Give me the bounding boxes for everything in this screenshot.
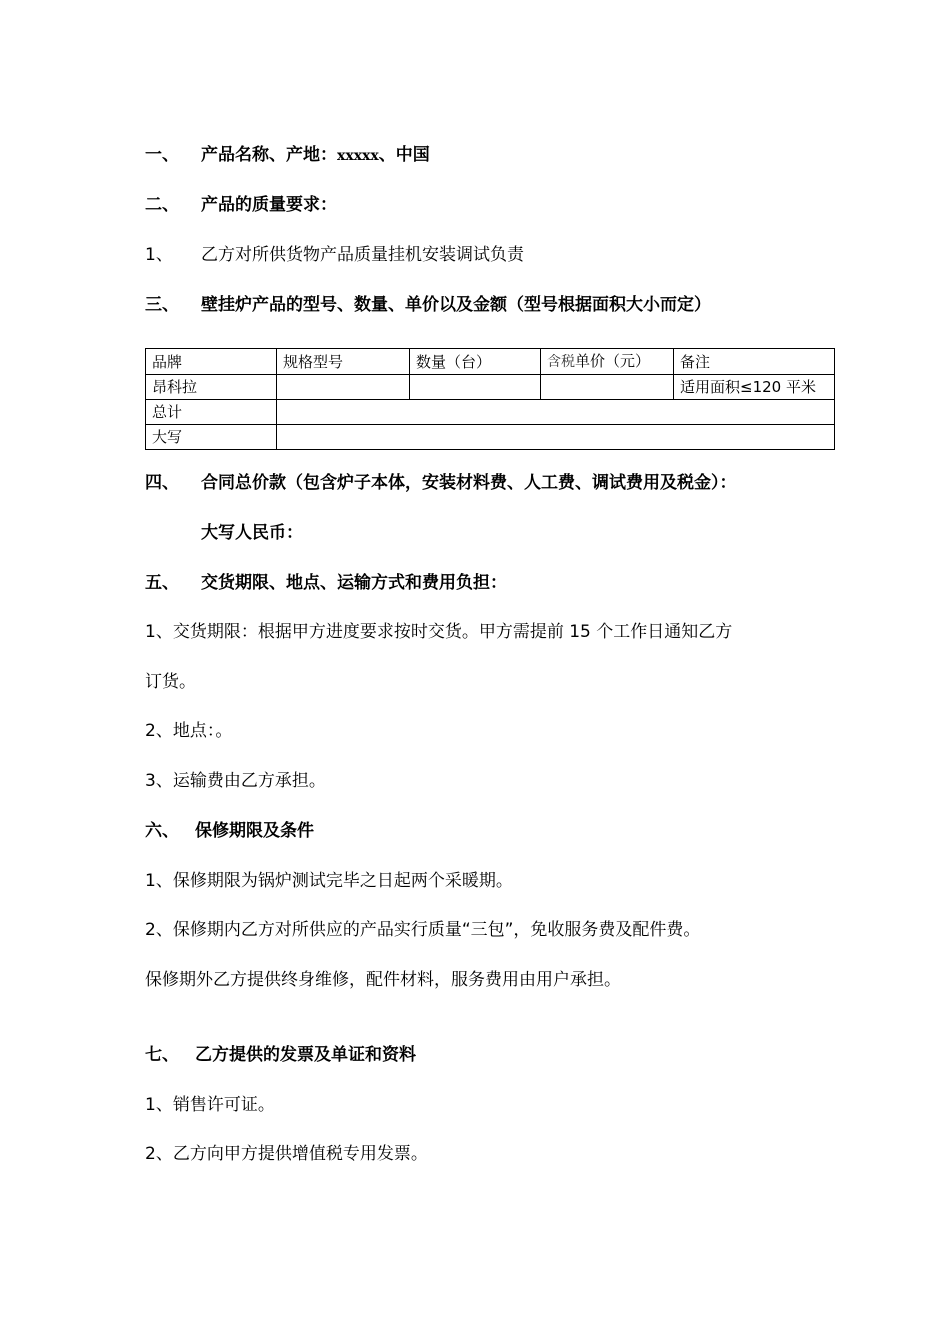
product-spec-table <box>145 348 835 450</box>
section-number: 三、 <box>145 295 179 315</box>
amount-in-words-label: 大写人民币： <box>201 523 303 543</box>
section-title: 合同总价款（包含炉子本体，安装材料费、人工费、调试费用及税金）： <box>201 473 737 493</box>
section-6-item-3: 保修期外乙方提供终身维修，配件材料，服务费用由用户承担。 <box>145 970 621 990</box>
header-brand: 品牌 <box>146 349 277 375</box>
total-value <box>277 400 835 425</box>
section-number: 四、 <box>145 473 179 493</box>
item-text: 乙方对所供货物产品质量挂机安装调试负责 <box>201 245 524 265</box>
table-row <box>146 375 835 400</box>
section-3-heading <box>145 290 711 315</box>
header-unit-price <box>541 349 674 375</box>
section-7-item-2: 2、乙方向甲方提供增值税专用发票。 <box>145 1144 428 1164</box>
section-number: 七、 <box>145 1045 179 1065</box>
section-title: 保修期限及条件 <box>195 821 314 841</box>
section-title: 交货期限、地点、运输方式和费用负担： <box>201 573 507 593</box>
section-5-item-1b: 订货。 <box>145 672 196 692</box>
table-daxie-row <box>146 425 835 450</box>
origin-code: xxxxx <box>337 148 379 164</box>
section-7-item-1: 1、销售许可证。 <box>145 1095 275 1115</box>
total-label: 总计 <box>146 400 277 425</box>
section-number: 五、 <box>145 573 179 593</box>
item-number: 1、 <box>145 245 173 265</box>
header-price: 单价（元） <box>575 352 651 370</box>
section-5-item-1a: 1、交货期限：根据甲方进度要求按时交货。甲方需提前 15 个工作日通知乙方 <box>145 622 733 642</box>
section-number: 二、 <box>145 195 179 215</box>
table-header-row <box>146 349 835 375</box>
section-1-heading <box>145 140 430 165</box>
section-2-heading <box>145 190 337 215</box>
section-4-subline <box>201 518 303 543</box>
header-tax-included: 含税 <box>547 354 575 370</box>
section-number: 一、 <box>145 145 179 165</box>
section-6-item-1: 1、保修期限为锅炉测试完毕之日起两个采暖期。 <box>145 871 513 891</box>
cell-quantity <box>410 375 541 400</box>
cell-note: 适用面积≤120 平米 <box>674 375 835 400</box>
section-title: 壁挂炉产品的型号、数量、单价以及金额（型号根据面积大小而定） <box>201 295 711 315</box>
section-5-heading <box>145 568 507 593</box>
section-6-item-2: 2、保修期内乙方对所供应的产品实行质量“三包”，免收服务费及配件费。 <box>145 920 701 940</box>
section-number: 六、 <box>145 821 179 841</box>
section-5-item-2: 2、地点：。 <box>145 721 233 741</box>
cell-unit-price <box>541 375 674 400</box>
section-5-item-3: 3、运输费由乙方承担。 <box>145 771 326 791</box>
section-2-item-1 <box>145 240 524 265</box>
section-title: 产品的质量要求： <box>201 195 337 215</box>
section-6-heading <box>145 816 314 841</box>
table-total-row <box>146 400 835 425</box>
origin-country: 、中国 <box>378 145 430 165</box>
daxie-label: 大写 <box>146 425 277 450</box>
cell-model <box>277 375 410 400</box>
daxie-value <box>277 425 835 450</box>
section-title: 乙方提供的发票及单证和资料 <box>195 1045 416 1065</box>
section-title: 产品名称、产地： <box>201 145 337 165</box>
header-quantity: 数量（台） <box>410 349 541 375</box>
header-note: 备注 <box>674 349 835 375</box>
section-7-heading <box>145 1040 416 1065</box>
header-model: 规格型号 <box>277 349 410 375</box>
section-4-heading <box>145 468 737 493</box>
cell-brand: 昂科拉 <box>146 375 277 400</box>
